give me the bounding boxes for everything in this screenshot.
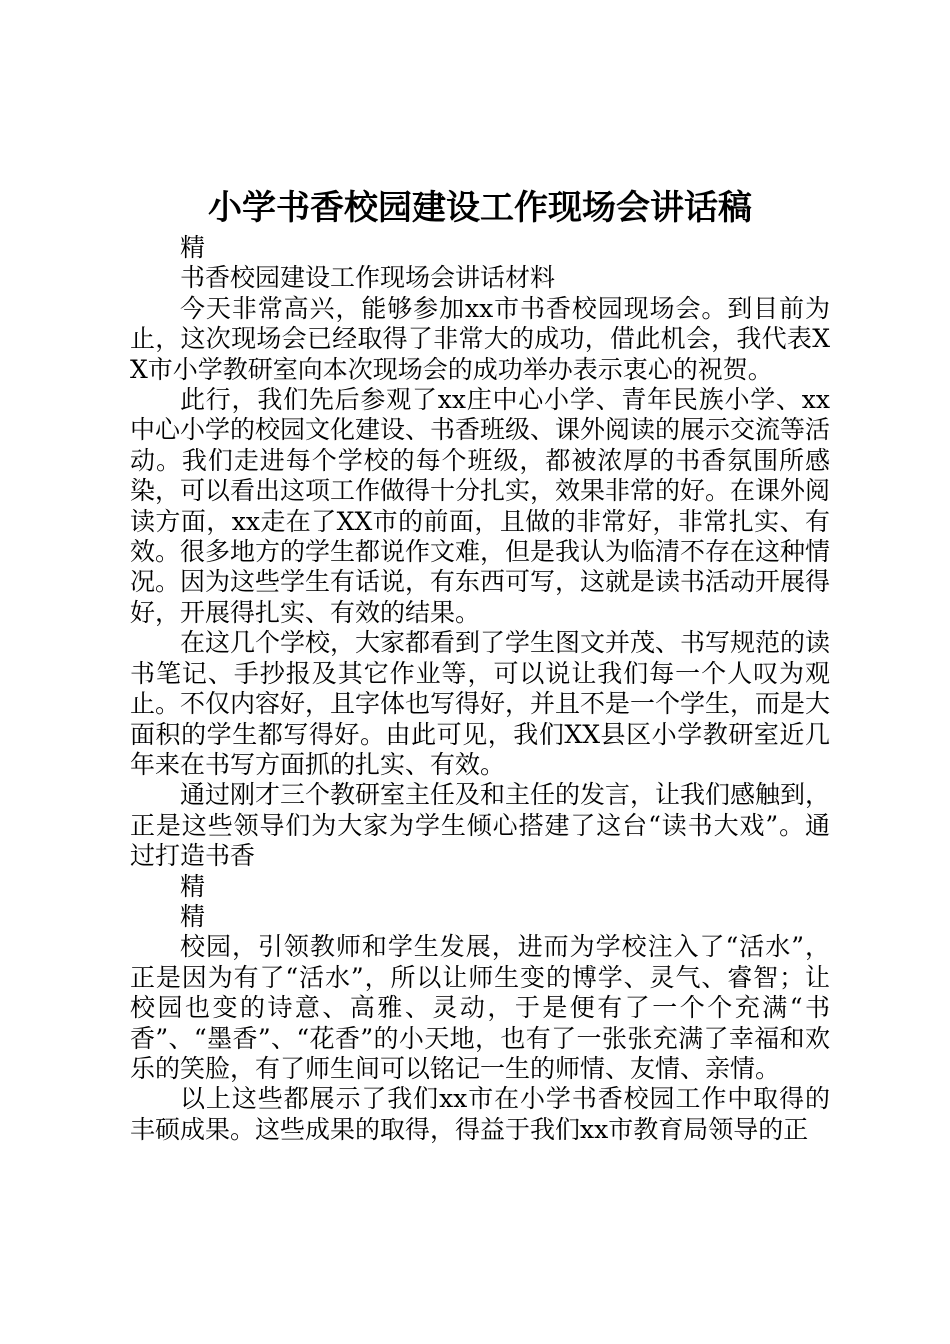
document-title: 小学书香校园建设工作现场会讲话稿 (208, 188, 752, 228)
paragraph-opening: 今天非常高兴，能够参加xx市书香校园现场会。到目前为止，这次现场会已经取得了非常大的成功，借此机会，我代表XX市小学教研室向本次现场会的成功举办表示衷心的祝贺。 (130, 293, 830, 384)
paragraph-visit: 此行，我们先后参观了xx庄中心小学、青年民族小学、xx中心小学的校园文化建设、书香班级、课外阅读的展示交流等活动。我们走进每个学校的每个班级，都被浓厚的书香氛围所感染，可以看出这项工作做得十分扎实，效果非常的好。在课外阅读方面，xx走在了XX市的前面，且做的非常好，非常扎实、有效。很多地方的学生都说作文难，但是我认为临清不存在这种情况。因为这些学生有话说，有东西可写，这就是读书活动开展得好，开展得扎实、有效的结果。 (130, 385, 831, 627)
paragraph-subtitle: 书香校园建设工作现场会讲话材料 (180, 263, 556, 293)
paragraph-schools: 在这几个学校，大家都看到了学生图文并茂、书写规范的读书笔记、手抄报及其它作业等，可以说让我们每一个人叹为观止。不仅内容好，且字体也写得好，并且不是一个学生，而是大面积的学生都写得好。由此可见，我们XX县区小学教研室近几年来在书写方面抓的扎实、有效。 (130, 628, 831, 779)
paragraph-marker: 精 (180, 871, 206, 901)
paragraph-campus: 校园，引领教师和学生发展，进而为学校注入了“活水”，正是因为有了“活水”，所以让师生变的博学、灵气、睿智；让校园也变的诗意、高雅、灵动，于是便有了一个个充满“书香”、“墨香”、“花香”的小天地，也有了一张张充满了幸福和欢乐的笑脸，有了师生间可以铭记一生的师情、友情、亲情。 (130, 932, 830, 1083)
paragraph-achievements: 以上这些都展示了我们xx市在小学书香校园工作中取得的丰硕成果。这些成果的取得，得益于我们xx市教育局领导的正 (130, 1084, 830, 1144)
paragraph-marker: 精 (180, 901, 206, 931)
paragraph-speeches: 通过刚才三个教研室主任及和主任的发言，让我们感触到，正是这些领导们为大家为学生倾心搭建了这台“读书大戏”。通过打造书香 (130, 780, 831, 871)
paragraph-marker: 精 (180, 233, 206, 262)
document-body (130, 233, 830, 1145)
